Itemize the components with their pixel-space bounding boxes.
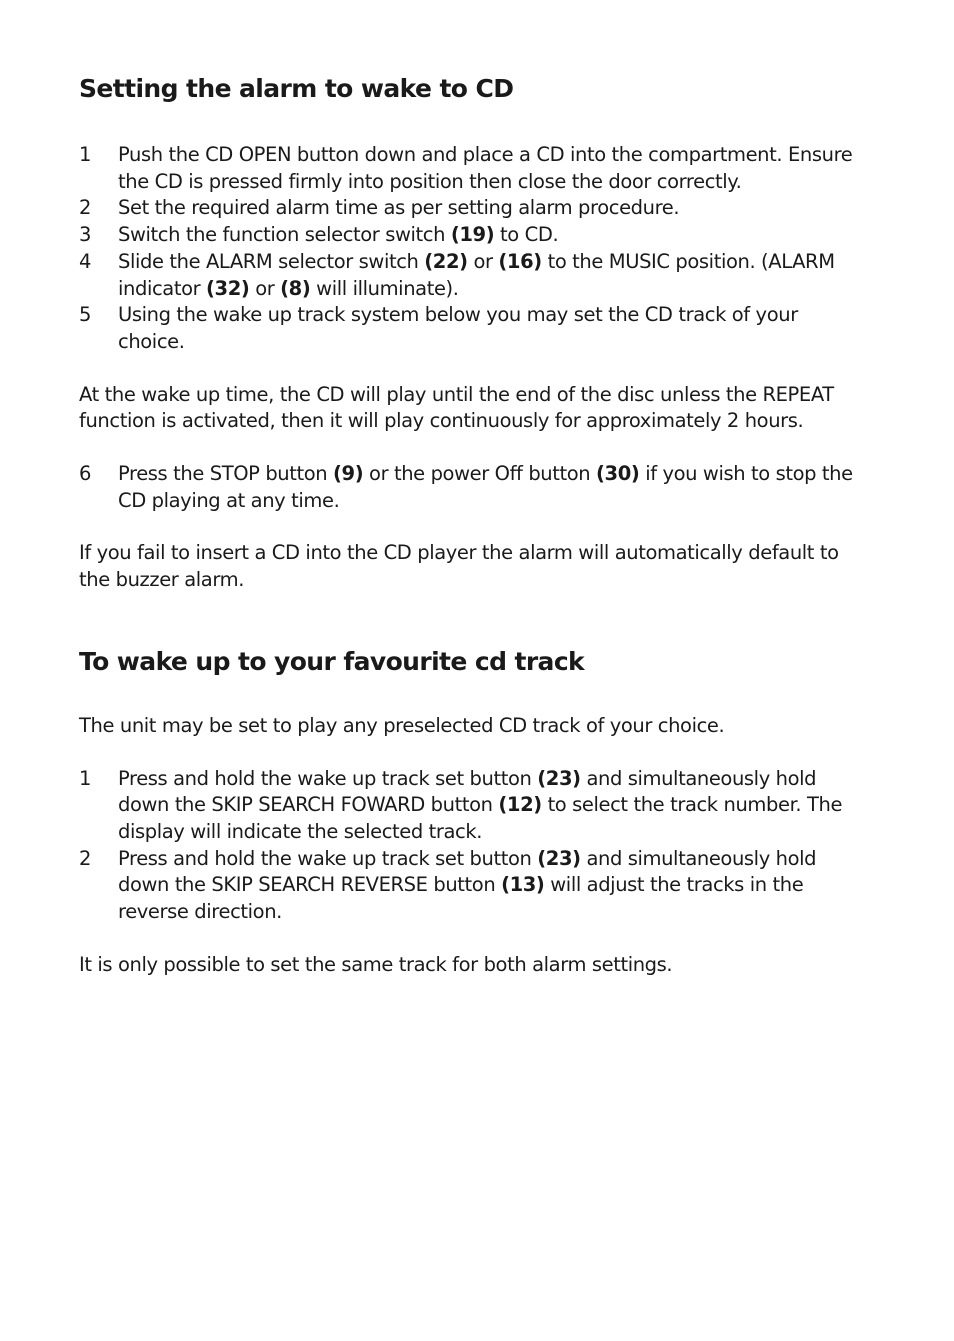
paragraph-wake-up-time: At the wake up time, the CD will play until the end of the disc unless the REPEAT function is activated, then it will play continuously for approximately 2 hours. [79,382,834,433]
part-reference: (32) [206,276,250,300]
step-number: 1 [79,766,92,790]
part-reference: (30) [596,462,640,486]
paragraph-same-track-note: It is only possible to set the same track for both alarm settings. [79,952,673,976]
step-text: Press the STOP button (9) or the power Off button (30) if you wish to stop the CD playing at any time. [118,462,853,512]
part-reference: (23) [537,766,581,790]
step-number: 1 [79,143,92,166]
step-text: Push the CD OPEN button down and place a CD into the compartment. Ensure the CD is pressed firmly into position then close the door correctly. [118,143,853,193]
part-reference: (16) [498,249,542,273]
step-text: Using the wake up track system below you may set the CD track of your choice. [118,303,798,353]
wake-to-cd-steps [79,142,869,356]
step-text: Press and hold the wake up track set button (23) and simultaneously hold down the SKIP SEARCH REVERSE button (13) will adjust the tracks in the reverse direction. [118,846,817,924]
part-reference: (8) [280,276,311,300]
part-reference: (19) [450,223,495,247]
step-number: 3 [79,223,92,247]
step-number: 6 [79,462,92,486]
step-text: Slide the ALARM selector switch (22) or (16) to the MUSIC position. (ALARM indicator (32) or (8) will illuminate). [118,249,835,300]
paragraph-intro: The unit may be set to play any preselected CD track of your choice. [79,713,725,737]
list-item [79,302,869,355]
favourite-track-steps [79,766,869,926]
stop-step [79,461,869,514]
list-item [79,461,869,514]
step-text: Set the required alarm time as per setting alarm procedure. [118,196,680,220]
step-number: 5 [79,303,92,327]
part-reference: (22) [424,249,468,273]
part-reference: (9) [333,462,364,486]
list-item [79,249,869,302]
section-heading-favourite-track: To wake up to your favourite cd track [79,646,585,676]
section-heading-wake-to-cd: Setting the alarm to wake to CD [79,74,514,103]
step-text: Press and hold the wake up track set button (23) and simultaneously hold down the SKIP SEARCH FOWARD button (12) to select the track number. The display will indicate the selected track. [118,766,843,843]
list-item [79,846,869,926]
paragraph-no-cd-default: If you fail to insert a CD into the CD player the alarm will automatically default to the buzzer alarm. [79,541,839,592]
manual-page [79,0,869,978]
part-reference: (13) [501,873,545,897]
part-reference: (23) [537,846,581,870]
list-item [79,195,869,222]
part-reference: (12) [498,793,542,817]
step-text: Switch the function selector switch (19) to CD. [118,223,559,247]
list-item [79,222,869,249]
step-number: 2 [79,846,92,870]
list-item [79,766,869,846]
list-item [79,142,869,195]
step-number: 4 [79,249,92,273]
step-number: 2 [79,196,92,220]
